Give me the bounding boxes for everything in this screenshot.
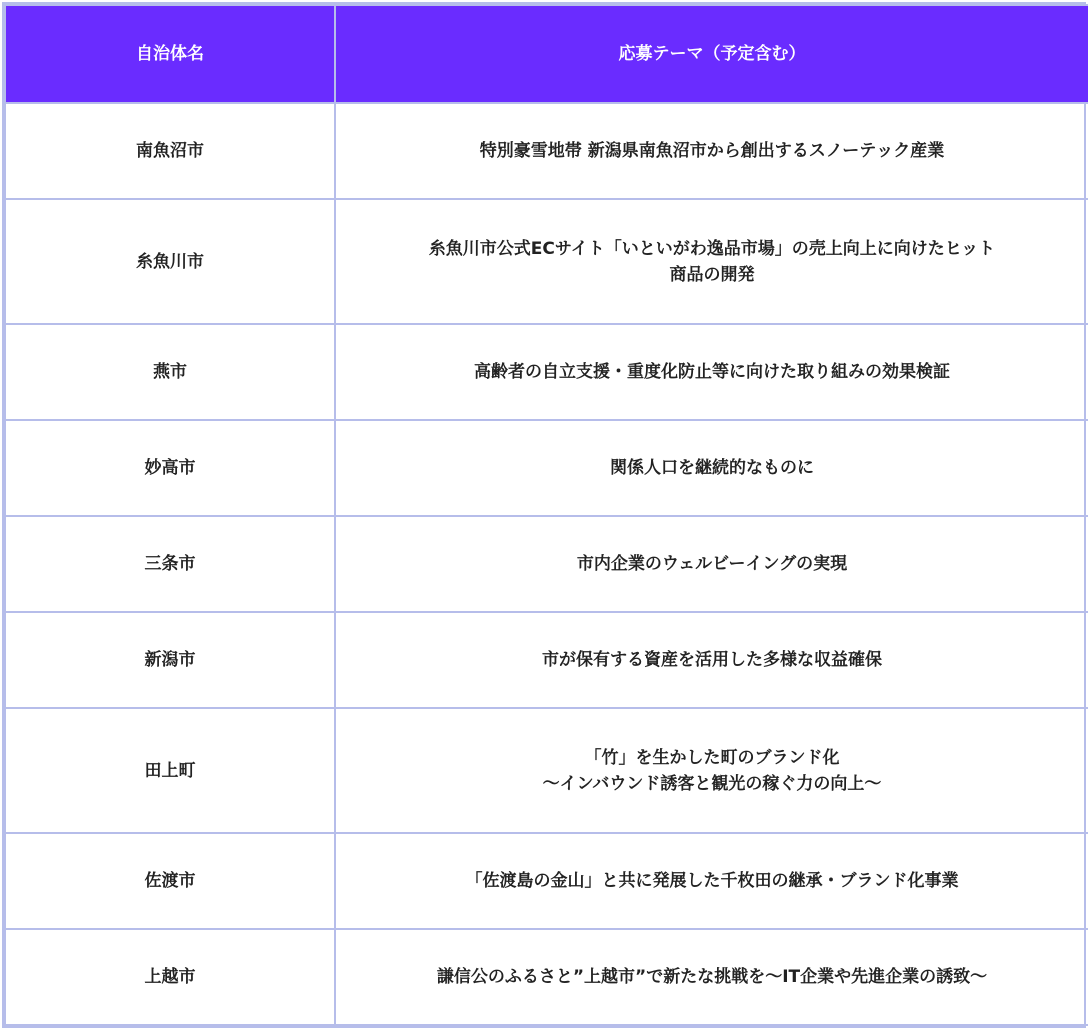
header-municipality: 自治体名 (5, 5, 335, 103)
theme-cell (335, 103, 1088, 199)
theme-text: 特別豪雪地帯 新潟県南魚沼市から創出するスノーテック産業 (479, 141, 945, 161)
table-row (5, 516, 1088, 612)
theme-table (4, 4, 1088, 1026)
theme-text: ～インバウンド誘客と観光の稼ぐ力の向上～ (542, 773, 882, 794)
theme-text: 「佐渡島の金山」と共に発展した千枚田の継承・ブランド化事業 (465, 871, 959, 891)
municipality-theme-table (2, 2, 1086, 1028)
table-row (5, 324, 1088, 420)
theme-text: 市内企業のウェルビーイングの実現 (576, 554, 848, 574)
table-row (5, 833, 1088, 929)
theme-text: 商品の開発 (669, 264, 755, 285)
municipality-name: 燕市 (5, 324, 335, 420)
municipality-name: 南魚沼市 (5, 103, 335, 199)
theme-text: 高齢者の自立支援・重度化防止等に向けた取り組みの効果検証 (474, 362, 950, 382)
municipality-name: 糸魚川市 (5, 199, 335, 324)
municipality-name: 田上町 (5, 708, 335, 833)
municipality-name: 佐渡市 (5, 833, 335, 929)
table-row (5, 708, 1088, 833)
header-theme: 応募テーマ（予定含む） (335, 5, 1088, 103)
municipality-name: 妙高市 (5, 420, 335, 516)
table-row (5, 420, 1088, 516)
theme-text: 市が保有する資産を活用した多様な収益確保 (542, 650, 882, 670)
table-row (5, 612, 1088, 708)
municipality-name: 上越市 (5, 929, 335, 1025)
theme-cell (335, 516, 1088, 612)
municipality-name: 新潟市 (5, 612, 335, 708)
theme-cell (335, 612, 1088, 708)
table-row (5, 199, 1088, 324)
table-header-row (5, 5, 1088, 103)
theme-cell (335, 199, 1088, 324)
theme-cell (335, 708, 1088, 833)
theme-text: 関係人口を継続的なものに (610, 458, 814, 478)
table-row (5, 103, 1088, 199)
theme-text: 「竹」を生かした町のブランド化 (584, 747, 840, 768)
municipality-name: 三条市 (5, 516, 335, 612)
theme-cell (335, 420, 1088, 516)
theme-text: 糸魚川市公式ECサイト「いといがわ逸品市場」の売上向上に向けたヒット (428, 238, 996, 259)
theme-text: 謙信公のふるさと”上越市”で新たな挑戦を～IT企業や先進企業の誘致～ (436, 967, 988, 987)
theme-cell (335, 324, 1088, 420)
theme-cell (335, 929, 1088, 1025)
theme-cell (335, 833, 1088, 929)
table-row (5, 929, 1088, 1025)
